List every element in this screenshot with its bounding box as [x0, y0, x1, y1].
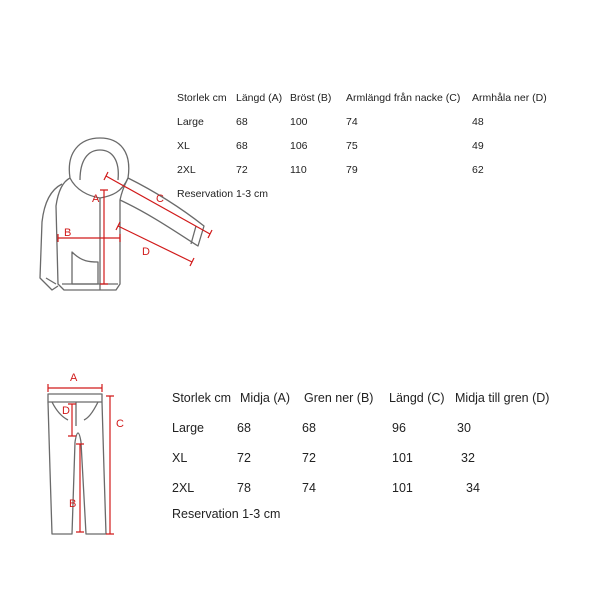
pants-row-large-length: 96	[392, 421, 406, 435]
pants-row-2xl-rise: 34	[466, 481, 480, 495]
pants-header-size: Storlek cm	[172, 391, 232, 405]
hoodie-row-2xl-chest: 110	[290, 164, 307, 176]
hoodie-row-2xl-size: 2XL	[177, 164, 196, 176]
pants-row-2xl-size: 2XL	[172, 481, 195, 495]
hoodie-header-armpit-down: Armhåla ner (D)	[472, 92, 547, 104]
pants-row-xl-waist: 72	[237, 451, 251, 465]
hoodie-row-2xl-arm: 79	[346, 164, 358, 176]
pants-label-b: B	[69, 498, 77, 510]
pants-row-large-waist: 68	[237, 421, 251, 435]
hoodie-row-large-arm: 74	[346, 116, 358, 128]
pants-row-xl-inseam: 72	[302, 451, 316, 465]
hoodie-row-large-chest: 100	[290, 116, 308, 128]
hoodie-row-2xl-armpit: 62	[472, 164, 484, 176]
pants-row-large-rise: 30	[457, 421, 471, 435]
hoodie-note: Reservation 1-3 cm	[177, 188, 269, 200]
hoodie-header-size: Storlek cm	[177, 92, 227, 104]
hoodie-row-xl-chest: 106	[290, 140, 308, 152]
pants-label-a: A	[70, 372, 78, 384]
hoodie-row-large-size: Large	[177, 116, 204, 128]
pants-row-2xl-waist: 78	[237, 481, 251, 495]
pants-header-waist: Midja (A)	[240, 391, 291, 405]
hoodie-row-xl-armpit: 49	[472, 140, 484, 152]
pants-header-length: Längd (C)	[389, 391, 445, 405]
pants-row-large-size: Large	[172, 421, 204, 435]
pants-row-xl-length: 101	[392, 451, 413, 465]
hoodie-row-xl-length: 68	[236, 140, 248, 152]
hoodie-row-2xl-length: 72	[236, 164, 248, 176]
hoodie-label-b: B	[64, 227, 72, 239]
pants-header-rise: Midja till gren (D)	[455, 391, 550, 405]
pants-row-2xl-inseam: 74	[302, 481, 316, 495]
pants-label-d: D	[62, 405, 70, 417]
hoodie-row-large-length: 68	[236, 116, 248, 128]
hoodie-label-d: D	[142, 246, 150, 258]
pants-row-xl-rise: 32	[461, 451, 475, 465]
hoodie-header-length: Längd (A)	[236, 92, 283, 104]
hoodie-row-xl-size: XL	[177, 140, 190, 152]
hoodie-header-chest: Bröst (B)	[290, 92, 332, 104]
hoodie-row-large-armpit: 48	[472, 116, 484, 128]
hoodie-label-c: C	[156, 193, 164, 205]
pants-row-2xl-length: 101	[392, 481, 413, 495]
pants-note: Reservation 1-3 cm	[172, 507, 281, 521]
hoodie-label-a: A	[92, 193, 100, 205]
pants-row-large-inseam: 68	[302, 421, 316, 435]
hoodie-row-xl-arm: 75	[346, 140, 358, 152]
pants-header-inseam: Gren ner (B)	[304, 391, 374, 405]
hoodie-header-arm-length: Armlängd från nacke (C)	[346, 92, 461, 104]
pants-row-xl-size: XL	[172, 451, 188, 465]
pants-label-c: C	[116, 418, 124, 430]
